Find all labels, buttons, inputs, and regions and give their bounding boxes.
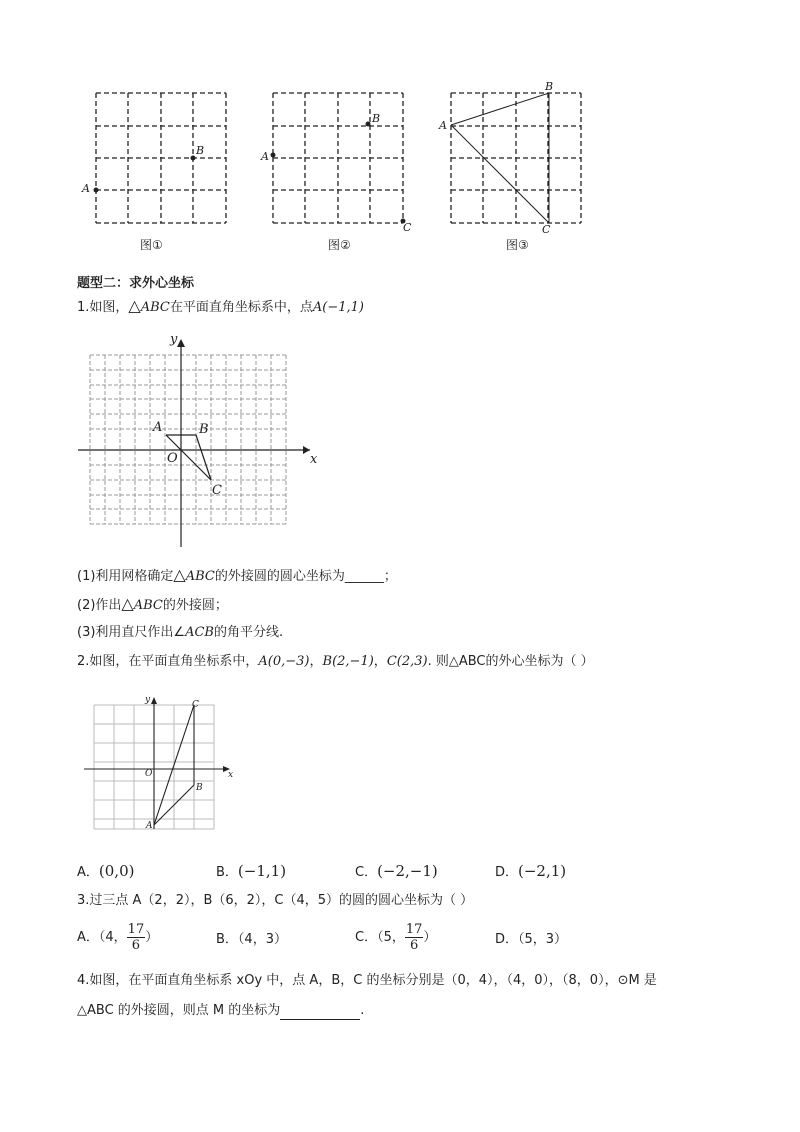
q3-option-b[interactable]: B．（4，3） <box>216 932 287 947</box>
q2-option-a[interactable] <box>77 862 134 882</box>
q1-label-a: A <box>153 420 163 435</box>
q1-sub3-prefix: (3)利用直尺作出 <box>77 625 174 640</box>
figure-1-grid <box>96 93 226 225</box>
q1-sub2-abc: ABC <box>133 598 163 613</box>
q3-option-a-end: ） <box>145 930 159 945</box>
q2-option-d-value: (−2,1) <box>518 862 567 880</box>
q2-option-b[interactable] <box>216 862 286 882</box>
q1-sub1-abc: ABC <box>185 569 215 584</box>
fig2-caption: 图② <box>328 238 351 252</box>
q3-option-c[interactable] <box>355 922 436 953</box>
q2-label-c: C <box>192 700 199 710</box>
q1-label-c: C <box>212 483 222 498</box>
q3-option-a-fraction <box>127 922 146 953</box>
q2-label-a: A <box>146 821 153 831</box>
q2-option-b-value: (−1,1) <box>237 862 287 880</box>
q2-option-c-label: C． <box>355 865 378 880</box>
q1-sub1-blank[interactable]: ______； <box>344 569 397 584</box>
figure-3-grid <box>451 93 583 225</box>
q2-label-o: O <box>145 769 153 779</box>
q2-option-a-value: (0,0) <box>98 862 135 880</box>
q2-label-x: x <box>228 770 234 780</box>
fig3-caption: 图③ <box>506 238 529 252</box>
q1-point-a: A(−1,1) <box>312 300 364 315</box>
fig2-label-c: C <box>403 221 412 234</box>
point-a <box>94 188 99 193</box>
q2-coordinate-graph <box>84 695 234 835</box>
q1-sub1 <box>77 566 397 586</box>
q2-point-b: B(2,−1) <box>322 654 374 669</box>
answer-blank[interactable] <box>280 1005 360 1020</box>
fraction-denominator: 6 <box>409 938 419 953</box>
point-b <box>191 156 196 161</box>
q1-sub3-acb: ACB <box>185 625 214 640</box>
q2-sep2: ， <box>373 654 387 669</box>
fig3-label-a: A <box>439 119 447 132</box>
angle-symbol: ∠ <box>173 625 186 640</box>
figure-2-grid <box>273 93 405 225</box>
q1-sub2-prefix: (2)作出 <box>77 598 122 613</box>
q1-sub2 <box>77 595 228 615</box>
q3-option-c-fraction <box>405 922 424 953</box>
fraction-numerator: 17 <box>405 922 423 937</box>
q3-stem: 3.过三点 A（2，2），B（6，2），C（4，5）的圆的圆心坐标为（ ） <box>77 893 474 908</box>
fig3-label-c: C <box>542 223 551 236</box>
q2-option-a-label: A． <box>77 865 99 880</box>
q1-stem-abc: ABC <box>140 300 170 315</box>
q1-stem-prefix: 1.如图， <box>77 300 129 315</box>
q3-option-c-end: ） <box>423 930 437 945</box>
q1-coordinate-graph <box>78 335 323 547</box>
q4-line2-end: . <box>360 1003 365 1018</box>
q3-option-d[interactable]: D．（5，3） <box>495 932 568 947</box>
q2-stem-suffix: . 则△ABC的外心坐标为（ ） <box>427 654 594 669</box>
q2-stem <box>77 653 594 671</box>
q1-sub3-suffix: 的角平分线. <box>213 625 284 640</box>
q1-label-o: O <box>167 451 178 466</box>
fig2-label-a: A <box>261 150 269 163</box>
q1-sub1-prefix: (1)利用网格确定 <box>77 569 174 584</box>
q1-label-y: y <box>170 332 178 347</box>
fig2-label-b: B <box>372 112 381 125</box>
q1-stem-mid: 在平面直角坐标系中，点 <box>169 300 313 315</box>
q4-line1: 4.如图，在平面直角坐标系 xOy 中，点 A，B，C 的坐标分别是（0，4），（4，0），（8，0），⊙M 是 <box>77 973 657 988</box>
triangle-symbol: △ <box>128 296 141 315</box>
point-a <box>271 153 276 158</box>
q2-label-b: B <box>196 783 203 793</box>
q2-option-c[interactable] <box>355 862 438 882</box>
fig1-label-b: B <box>196 144 205 157</box>
q2-option-d-label: D． <box>495 865 519 880</box>
q1-stem <box>77 297 364 317</box>
q2-point-a: A(0,−3) <box>258 654 310 669</box>
fig3-label-b: B <box>545 80 554 93</box>
q2-point-c: C(2,3) <box>386 654 428 669</box>
q1-sub3 <box>77 624 283 642</box>
q2-label-y: y <box>145 695 151 705</box>
q3-option-c-label: C．（5， <box>355 930 405 945</box>
triangle-symbol: △ <box>173 565 186 584</box>
triangle-symbol: △ <box>121 594 134 613</box>
q4-line2 <box>77 1002 364 1020</box>
q1-sub2-suffix: 的外接圆； <box>162 598 228 613</box>
fig1-caption: 图① <box>140 238 163 252</box>
fraction-denominator: 6 <box>131 938 141 953</box>
fraction-numerator: 17 <box>127 922 145 937</box>
section-title: 题型二：求外心坐标 <box>77 276 195 291</box>
point-b <box>366 122 371 127</box>
q2-option-d[interactable] <box>495 862 566 882</box>
q4-line2-prefix: △ABC 的外接圆，则点 M 的坐标为 <box>77 1003 281 1018</box>
q1-sub1-suffix: 的外接圆的圆心坐标为 <box>214 569 345 584</box>
fig1-label-a: A <box>82 182 90 195</box>
q3-option-a-label: A．（4， <box>77 930 127 945</box>
q1-label-b: B <box>199 422 209 437</box>
q1-label-x: x <box>310 452 318 467</box>
q2-option-b-label: B． <box>216 865 238 880</box>
q2-stem-prefix: 2.如图，在平面直角坐标系中， <box>77 654 259 669</box>
q3-option-a[interactable] <box>77 922 158 953</box>
q2-option-c-value: (−2,−1) <box>377 862 438 880</box>
q2-sep1: ， <box>309 654 323 669</box>
